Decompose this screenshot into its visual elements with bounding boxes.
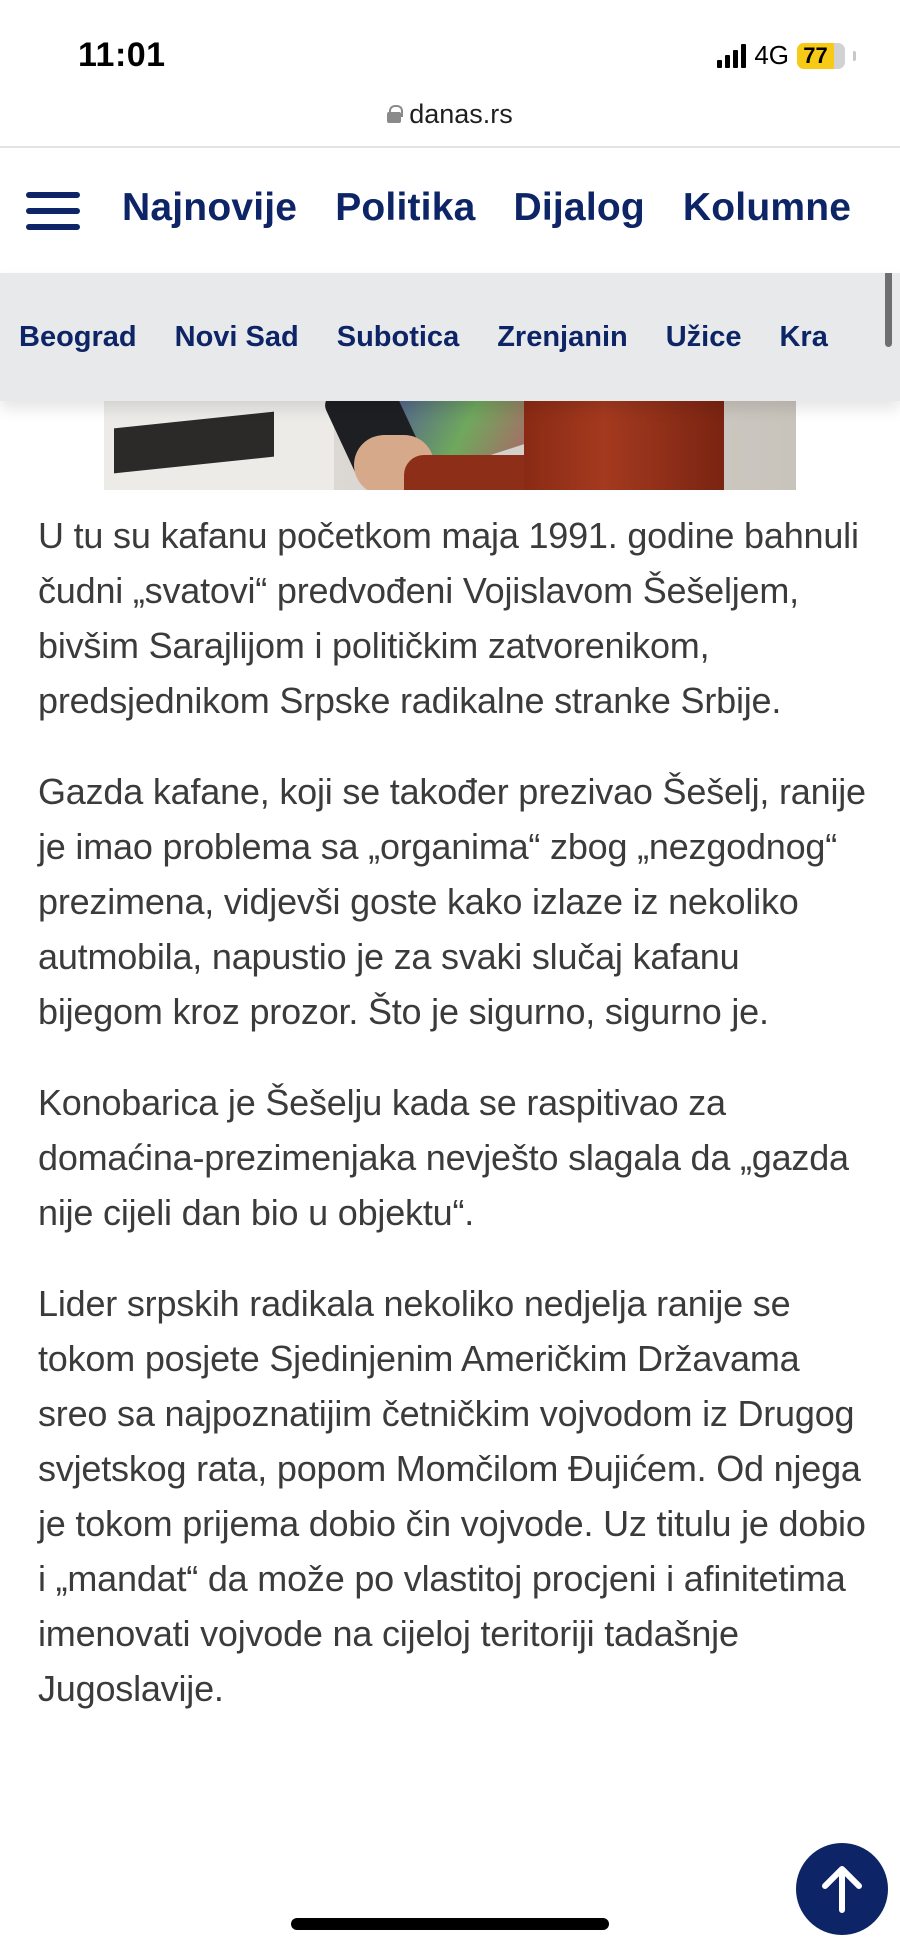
article-paragraph: Konobarica je Šešelju kada se raspitivao za domaćina-prezimenjaka nevješto slagala da „gazda nije cijeli dan bio u objektu“. xyxy=(38,1082,849,1233)
main-nav xyxy=(0,148,900,272)
article-body xyxy=(38,508,868,1818)
arrow-up-icon xyxy=(819,1864,865,1914)
sub-nav-item-beograd[interactable]: Beograd xyxy=(19,321,137,353)
sub-nav-item-subotica[interactable]: Subotica xyxy=(336,321,460,353)
status-bar xyxy=(0,0,900,90)
lock-icon xyxy=(387,105,401,123)
article-paragraph: Lider srpskih radikala nekoliko nedjelja ranije se tokom posjete Sjedinjenim Američkim Državama sreo sa najpoznatijim četničkim vojvodom iz Drugog svjetskog rata, popom Momčilom Đujićem. Od njega je tokom prijema dobio čin vojvode. Uz titulu je dobio i „mandat“ da može po vlastitoj procjeni i afinitetima imenovati vojvode na cijeloj teritoriji tadašnje Jugoslavije. xyxy=(38,1283,866,1709)
sub-nav-item-kra[interactable]: Kra xyxy=(779,321,828,353)
sub-nav-item-novi-sad[interactable]: Novi Sad xyxy=(174,321,299,353)
sub-nav-item-uzice[interactable]: Užice xyxy=(665,321,742,353)
status-indicators xyxy=(717,40,856,71)
hamburger-menu-icon[interactable] xyxy=(26,192,80,230)
address-bar[interactable] xyxy=(0,96,900,132)
city-sub-nav xyxy=(0,273,900,401)
battery-level: 77 xyxy=(803,42,828,68)
battery-tip xyxy=(853,51,856,61)
page-scrollbar[interactable] xyxy=(885,273,892,347)
nav-item-kolumne[interactable]: Kolumne xyxy=(682,186,852,229)
nav-item-dijalog[interactable]: Dijalog xyxy=(513,186,645,229)
article-paragraph: U tu su kafanu početkom maja 1991. godine bahnuli čudni „svatovi“ predvođeni Vojislavom Šešeljem, bivšim Sarajlijom i političkim zatvorenikom, predsjednikom Srpske radikalne stranke Srbije. xyxy=(38,515,859,721)
main-nav-items xyxy=(122,186,851,230)
article-paragraph: Gazda kafane, koji se također prezivao Šešelj, ranije je imao problema sa „organima“ zbog „nezgodnog“ prezimena, vidjevši goste kako izlaze iz nekoliko autmobila, napustio je za svaki slučaj kafanu bijegom kroz prozor. Što je sigurno, sigurno je. xyxy=(38,771,866,1032)
scroll-to-top-button[interactable] xyxy=(796,1843,888,1935)
nav-item-politika[interactable]: Politika xyxy=(335,186,476,229)
sub-nav-item-zrenjanin[interactable]: Zrenjanin xyxy=(497,321,628,353)
cellular-signal-icon xyxy=(717,44,746,68)
network-type: 4G xyxy=(754,40,789,70)
url-text: danas.rs xyxy=(409,98,513,129)
nav-item-najnovije[interactable]: Najnovije xyxy=(122,186,298,229)
home-indicator[interactable] xyxy=(291,1918,609,1930)
article-paragraph-clipped xyxy=(38,1752,868,1782)
status-time: 11:01 xyxy=(78,36,166,74)
battery-icon xyxy=(797,43,845,69)
city-nav-items xyxy=(19,321,828,354)
